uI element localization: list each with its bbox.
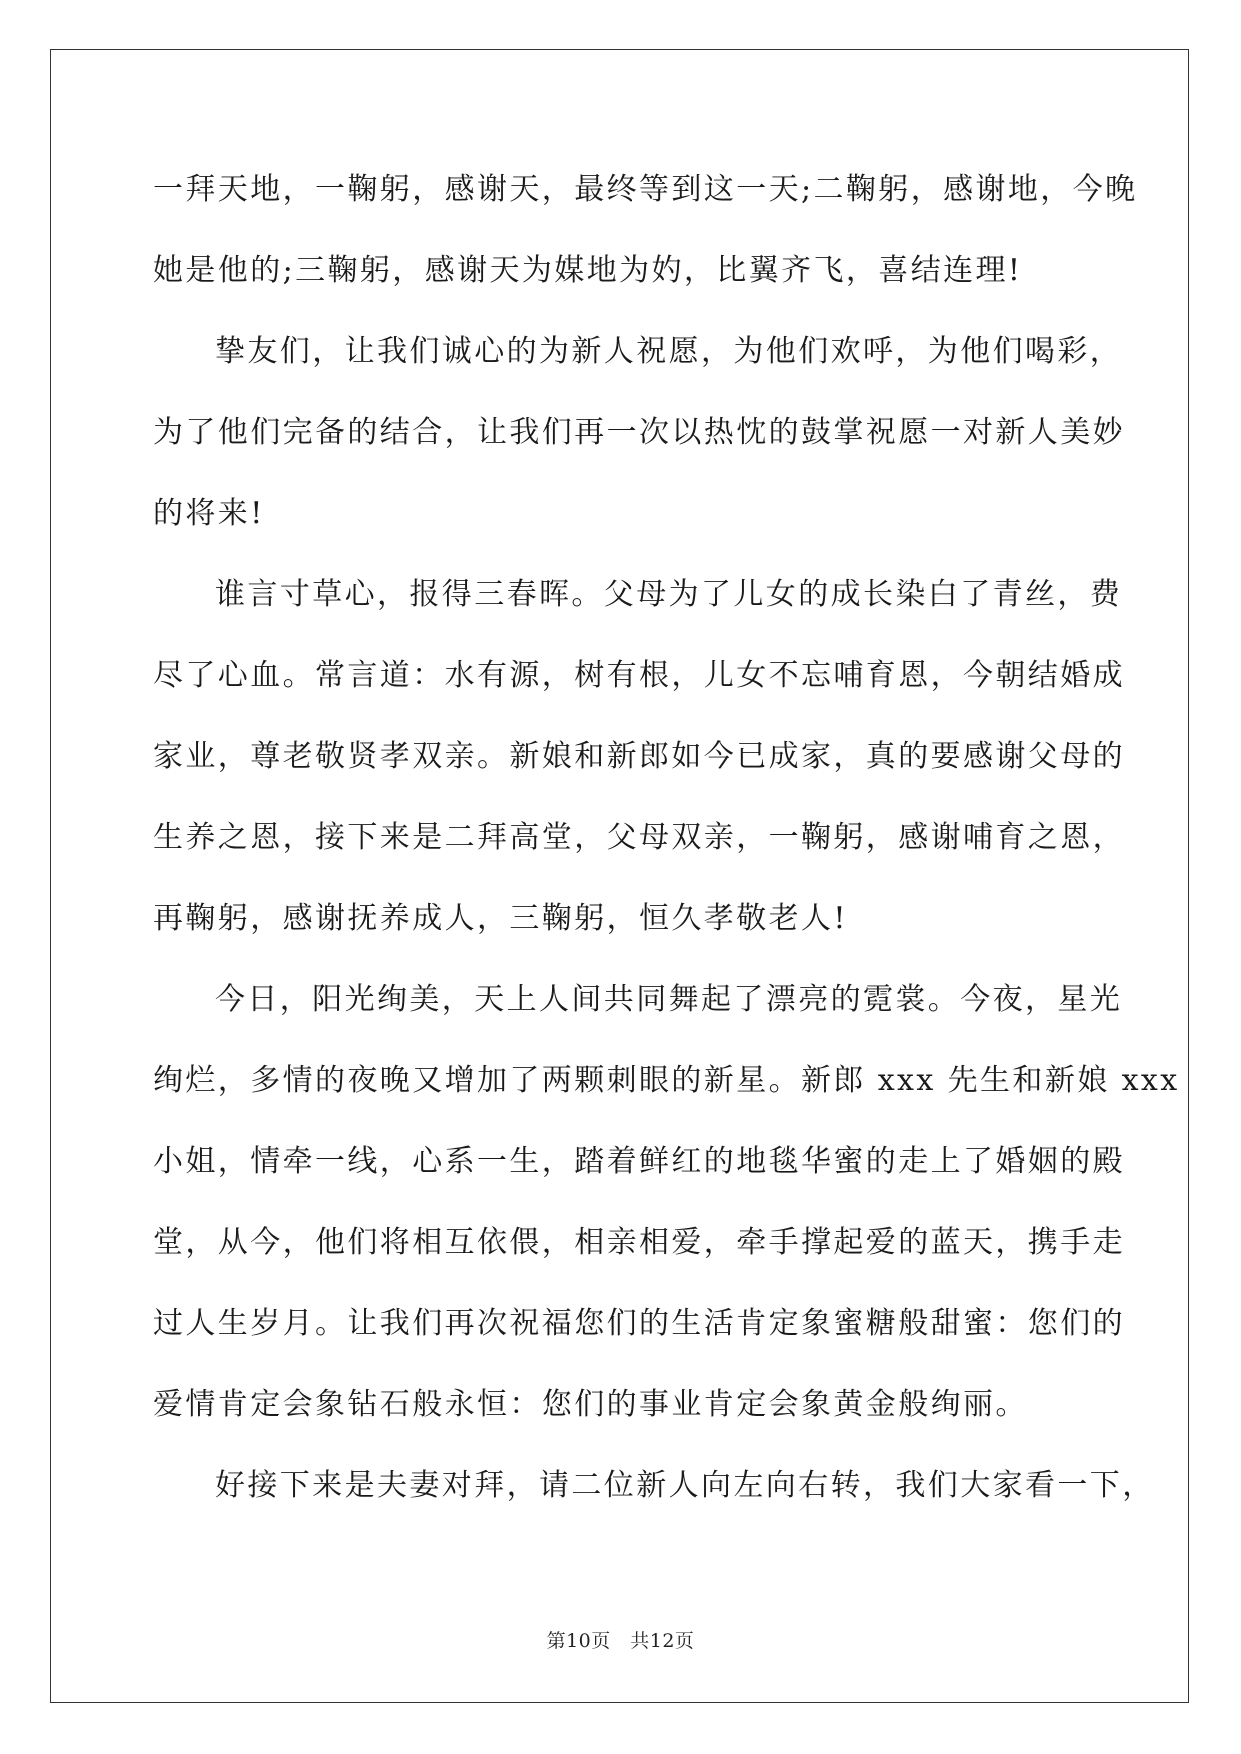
text-line: 堂，从今，他们将相互依偎，相亲相爱，牵手撑起爱的蓝天，携手走 — [153, 1225, 1125, 1260]
text-line: 她是他的;三鞠躬，感谢天为媒地为妁，比翼齐飞，喜结连理! — [153, 253, 1023, 288]
text-line: 好接下来是夫妻对拜，请二位新人向左向右转，我们大家看一下， — [215, 1468, 1155, 1503]
page-number-label: 第10页 共12页 — [546, 1630, 695, 1652]
page-footer — [0, 1626, 1241, 1653]
text-line: 过人生岁月。让我们再次祝福您们的生活肯定象蜜糖般甜蜜：您们的 — [153, 1306, 1125, 1341]
text-line: 尽了心血。常言道：水有源，树有根，儿女不忘哺育恩，今朝结婚成 — [153, 658, 1125, 693]
text-line: 的将来! — [153, 496, 265, 531]
document-body — [153, 160, 1180, 1537]
text-line: 再鞠躬，感谢抚养成人，三鞠躬，恒久孝敬老人! — [153, 901, 848, 936]
text-line: 挚友们，让我们诚心的为新人祝愿，为他们欢呼，为他们喝彩， — [215, 334, 1123, 369]
text-line: 一拜天地，一鞠躬，感谢天，最终等到这一天;二鞠躬，感谢地，今晚 — [153, 172, 1138, 207]
text-line: 家业，尊老敬贤孝双亲。新娘和新郎如今已成家，真的要感谢父母的 — [153, 739, 1125, 774]
text-line: 绚烂，多情的夜晚又增加了两颗刺眼的新星。新郎 xxx 先生和新娘 xxx — [153, 1063, 1180, 1098]
text-line: 谁言寸草心，报得三春晖。父母为了儿女的成长染白了青丝，费 — [215, 577, 1123, 612]
text-line: 小姐，情牵一线，心系一生，踏着鲜红的地毯华蜜的走上了婚姻的殿 — [153, 1144, 1125, 1179]
text-line: 生养之恩，接下来是二拜高堂，父母双亲，一鞠躬，感谢哺育之恩， — [153, 820, 1125, 855]
text-line: 今日，阳光绚美，天上人间共同舞起了漂亮的霓裳。今夜，星光 — [215, 982, 1123, 1017]
text-line: 爱情肯定会象钻石般永恒：您们的事业肯定会象黄金般绚丽。 — [153, 1387, 1028, 1422]
text-line: 为了他们完备的结合，让我们再一次以热忱的鼓掌祝愿一对新人美妙 — [153, 415, 1125, 450]
